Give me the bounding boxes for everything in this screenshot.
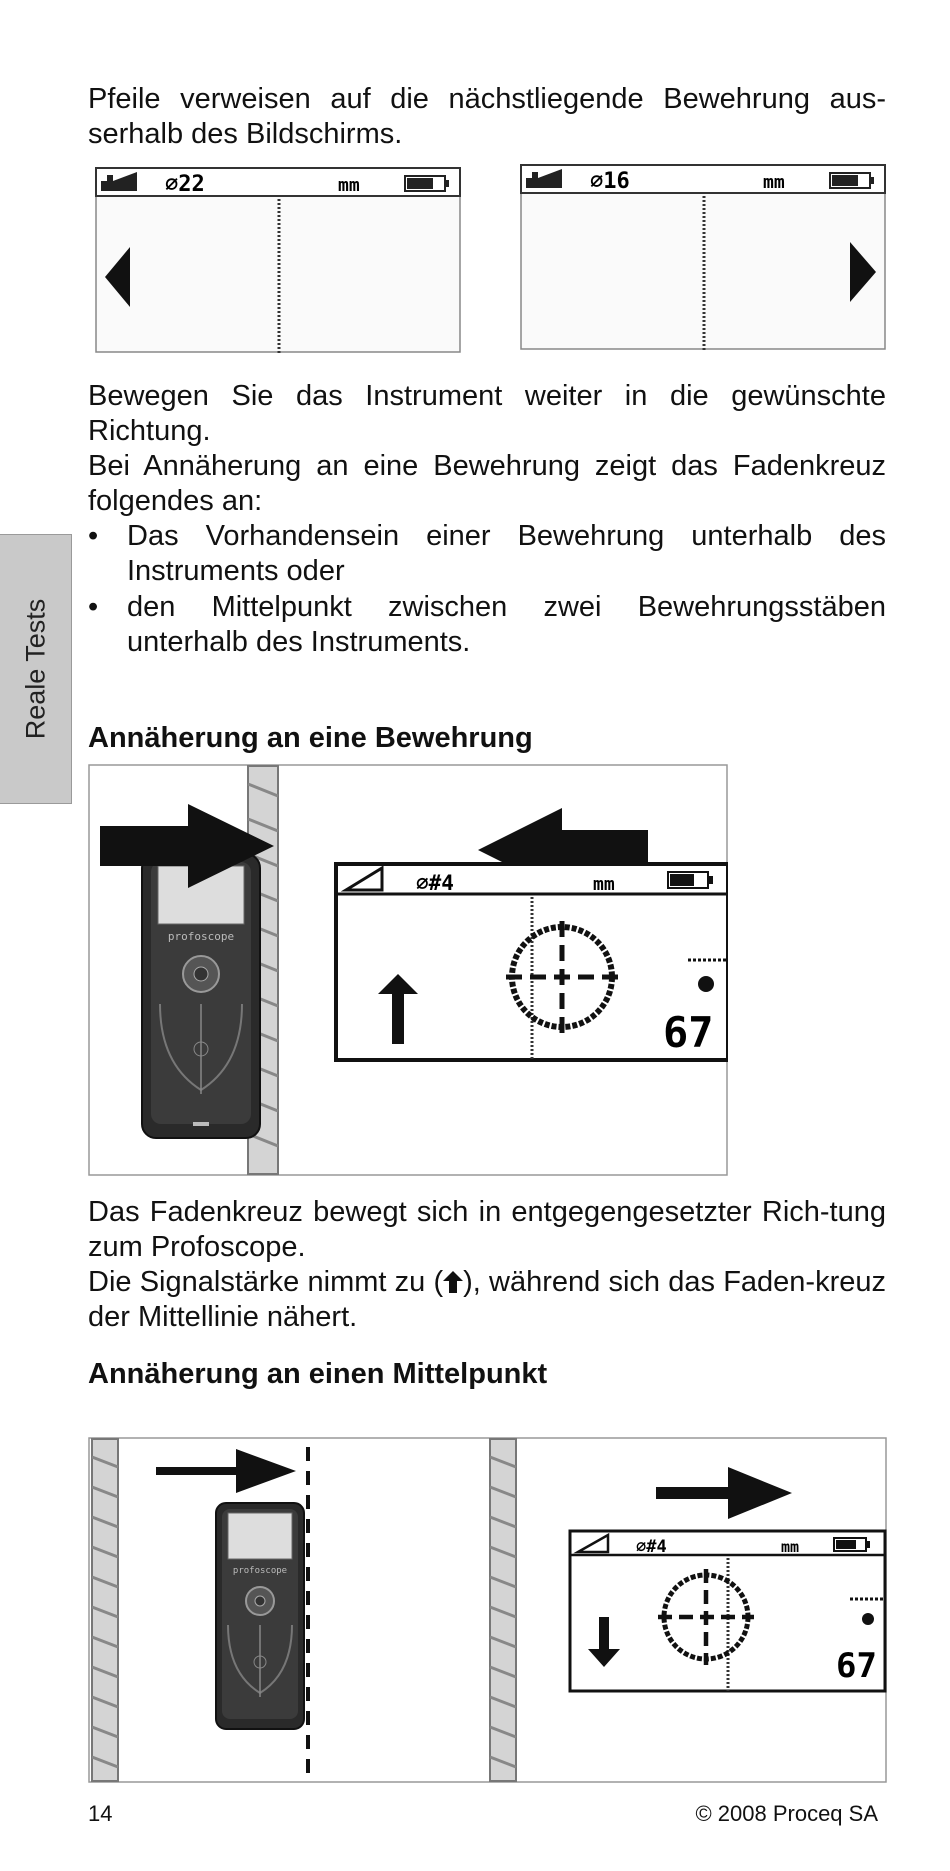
display-screen [570, 1531, 885, 1691]
bullet-item [88, 590, 886, 660]
intro-text: Pfeile verweisen auf die nächstliegende Bewehrung aus-serhalb des Bildschirms. [88, 83, 886, 150]
unit-label: mm [593, 874, 615, 895]
display-screen-right [520, 164, 886, 350]
signal-text-b: ), während sich das Faden-kreuz der Mittellinie nähert. [88, 1266, 886, 1333]
side-tab-label: Reale Tests [20, 598, 50, 740]
up-arrow-icon [443, 1271, 463, 1293]
profoscope-device-icon [216, 1503, 304, 1729]
diameter-label: ⌀16 [590, 169, 630, 194]
profoscope-device-icon [142, 854, 260, 1138]
paragraph-move: Bewegen Sie das Instrument weiter in die gewünschte Richtung. [88, 380, 886, 447]
bullet-text: den Mittelpunkt zwischen zwei Bewehrungsstäben unterhalb des Instruments. [127, 591, 886, 658]
display-screen-left [95, 167, 461, 353]
battery-icon [405, 176, 449, 191]
copyright-notice: © 2008 Proceq SA [695, 1801, 878, 1826]
battery-icon [834, 1538, 870, 1551]
unit-label: mm [763, 172, 785, 193]
page-number: 14 [88, 1801, 113, 1826]
diameter-label: ⌀#4 [416, 871, 454, 895]
depth-value: 67 [663, 1008, 714, 1057]
paragraph-crosshair: Das Fadenkreuz bewegt sich in entgegengesetzter Rich-tung zum Profoscope. [88, 1196, 886, 1263]
paragraph-approach: Bei Annäherung an eine Bewehrung zeigt das Fadenkreuz folgendes an: [88, 450, 886, 517]
unit-label: mm [338, 175, 360, 196]
unit-label: mm [781, 1538, 800, 1556]
bullet-dot: • [88, 520, 99, 552]
rebar-icon [490, 1439, 516, 1781]
battery-icon [668, 872, 713, 888]
rebar-icon [92, 1439, 118, 1781]
display-screen [336, 864, 728, 1060]
bullet-item [88, 519, 886, 589]
paragraph-signal [88, 1265, 886, 1335]
depth-value: 67 [836, 1646, 877, 1686]
figure-approach-rebar [88, 764, 728, 1176]
section-heading: Annäherung an eine Bewehrung [88, 722, 533, 754]
device-brand-label: profoscope [167, 930, 235, 943]
diameter-label: ⌀22 [165, 172, 205, 197]
bullet-dot: • [88, 591, 99, 623]
signal-text-a: Die Signalstärke nimmt zu ( [88, 1266, 444, 1298]
figure-approach-midpoint [88, 1437, 888, 1783]
chapter-side-tab [0, 534, 72, 804]
diameter-label: ⌀#4 [636, 1537, 667, 1557]
bullet-text: Das Vorhandensein einer Bewehrung unterhalb des Instruments oder [127, 520, 886, 587]
device-brand-label: profoscope [232, 1566, 288, 1576]
section-heading: Annäherung an einen Mittelpunkt [88, 1358, 548, 1390]
battery-icon [830, 173, 874, 188]
